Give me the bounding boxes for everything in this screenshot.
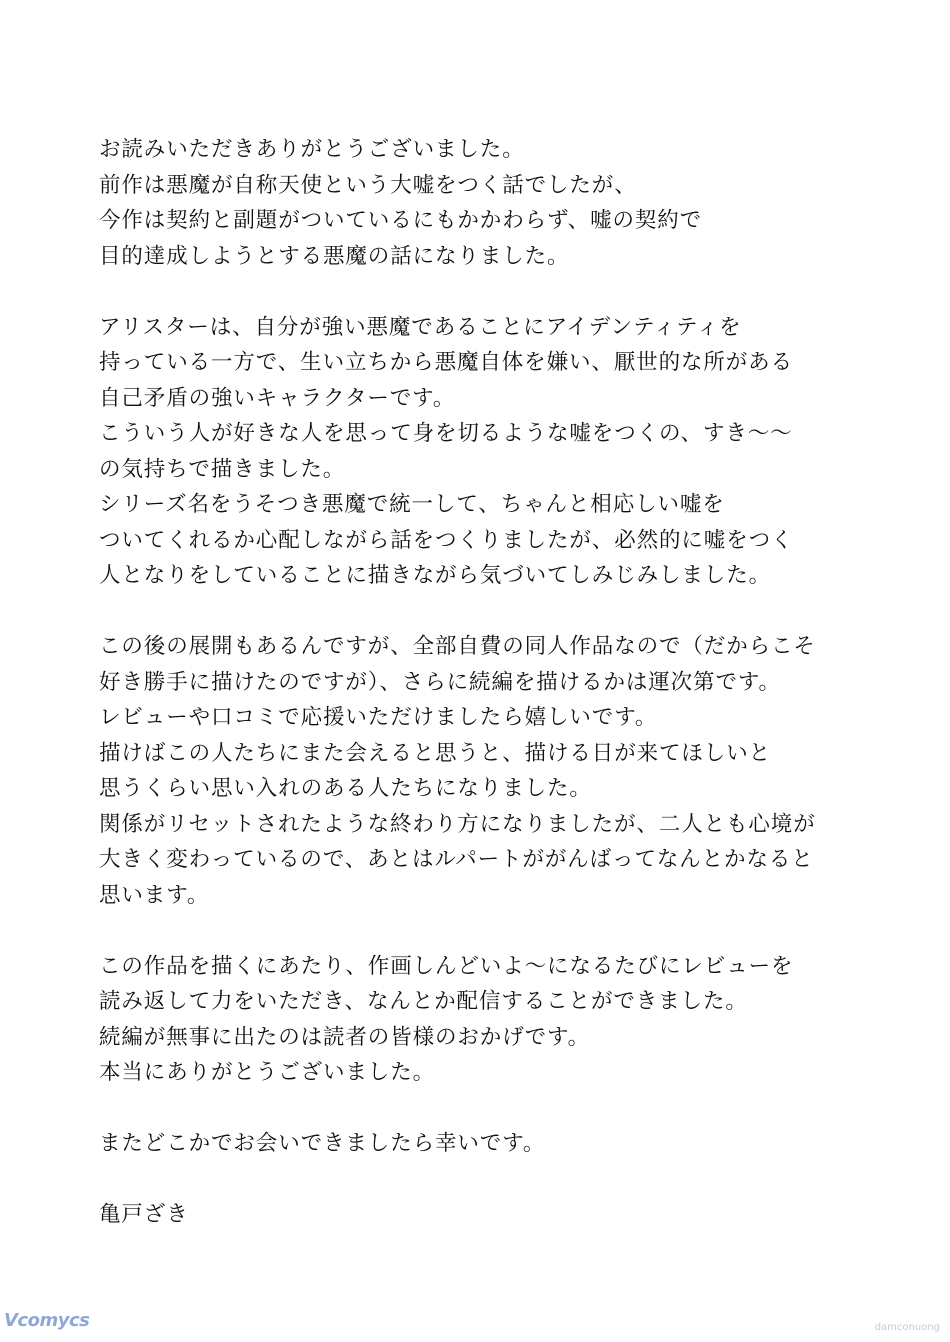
paragraph-gap [99,913,899,949]
text-line: ついてくれるか心配しながら話をつくりましたが、必然的に嘘をつく [99,527,794,553]
text-line: この後の展開もあるんですが、全部自費の同人作品なので（だからこそ [99,634,816,659]
text-line: 好き勝手に描けたのですが）、さらに続編を描けるかは運次第です。 [99,669,781,695]
paragraph-closing [99,1126,899,1162]
text-line: 目的達成しようとする悪魔の話になりました。 [99,243,570,269]
text-line: シリーズ名をうそつき悪魔で統一して、ちゃんと相応しい嘘を [99,492,725,517]
paragraph-gratitude [99,949,899,1091]
paragraph-thanks [99,132,899,274]
text-line: こういう人が好きな人を思って身を切るような嘘をつくの、すき～～ [99,421,793,446]
text-line: 今作は契約と副題がついているにもかかわらず、嘘の契約で [99,208,703,233]
text-line: の気持ちで描きました。 [99,456,346,482]
text-line: 人となりをしていることに描きながら気づいてしみじみしました。 [99,563,772,588]
text-line: お読みいただきありがとうございました。 [99,137,525,162]
watermark-text: damconuong [874,1322,940,1333]
text-line: この作品を描くにあたり、作画しんどいよ～になるたびにレビューを [99,953,794,979]
text-line: 続編が無事に出たのは読者の皆様のおかげです。 [99,1024,591,1050]
text-line: 本当にありがとうございました。 [99,1060,436,1085]
paragraph-gap [99,1162,899,1198]
text-line: 読み返して力をいただき、なんとか配信することができました。 [99,989,748,1014]
text-line: またどこかでお会いできましたら幸いです。 [99,1131,546,1156]
afterword-text [99,132,899,1233]
text-line: 関係がリセットされたような終わり方になりましたが、二人とも心境が [99,811,816,837]
text-line: レビューや口コミで応援いただけましたら嬉しいです。 [99,705,658,730]
author-signature [99,1197,899,1233]
watermark-logo: Vcomycs [4,1310,90,1331]
author-name: 亀戸ざき [99,1202,189,1227]
paragraph-character [99,310,899,594]
text-line: 思うくらい思い入れのある人たちになりました。 [99,776,592,801]
text-line: 自己矛盾の強いキャラクターです。 [99,385,456,411]
text-line: 前作は悪魔が自称天使という大嘘をつく話でしたが、 [99,172,637,198]
paragraph-gap [99,594,899,630]
text-line: 描けばこの人たちにまた会えると思うと、描ける日が来てほしいと [99,740,772,766]
paragraph-gap [99,274,899,310]
paragraph-future [99,629,899,913]
text-line: 思います。 [99,882,210,908]
text-line: アリスターは、自分が強い悪魔であることにアイデンティティを [99,314,742,340]
text-line: 大きく変わっているので、あとはルパートががんばってなんとかなると [99,847,814,872]
paragraph-gap [99,1091,899,1127]
text-line: 持っている一方で、生い立ちから悪魔自体を嫌い、厭世的な所がある [99,350,793,375]
